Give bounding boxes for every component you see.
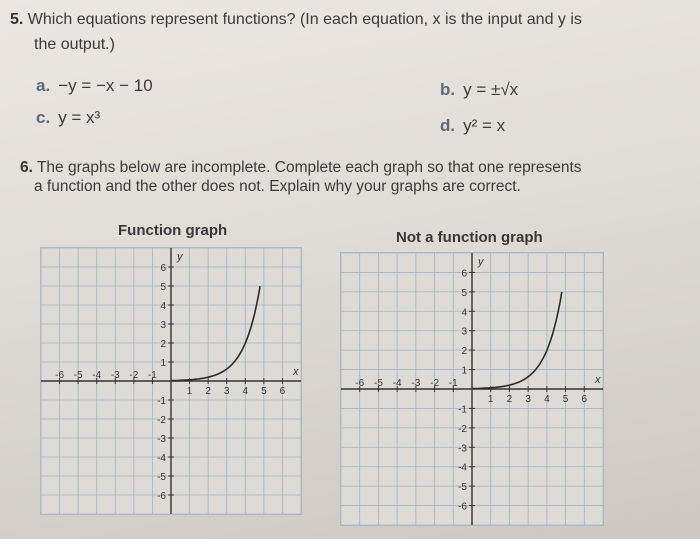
y-tick-label: -2 bbox=[458, 423, 467, 435]
option-b-equation: y = ±√x bbox=[463, 80, 519, 99]
x-tick-label: -3 bbox=[110, 370, 120, 381]
x-tick-label: 2 bbox=[205, 386, 211, 397]
question-6-text-cont: a function and the other does not. Explain why your graphs are correct. bbox=[34, 178, 521, 195]
y-tick-label: 3 bbox=[461, 326, 467, 338]
y-tick-label: 2 bbox=[461, 346, 467, 358]
y-tick-label: -3 bbox=[458, 443, 467, 455]
x-tick-label: -4 bbox=[392, 378, 402, 389]
x-tick-label: -1 bbox=[448, 378, 458, 389]
x-tick-label: 6 bbox=[279, 386, 286, 397]
x-tick-label: 4 bbox=[242, 386, 249, 397]
x-tick-label: -4 bbox=[92, 370, 102, 381]
question-6 bbox=[20, 158, 630, 196]
not-function-graph-grid bbox=[341, 253, 603, 525]
not-function-graph-title: Not a function graph bbox=[396, 229, 543, 246]
x-tick-label: 3 bbox=[223, 386, 230, 397]
function-graph-grid bbox=[41, 248, 301, 514]
option-a-equation: −y = −x − 10 bbox=[58, 76, 153, 95]
y-tick-label: -6 bbox=[458, 501, 467, 513]
y-tick-label: 6 bbox=[461, 268, 467, 280]
x-tick-label: -6 bbox=[355, 378, 365, 389]
x-tick-label: 2 bbox=[506, 394, 513, 405]
y-tick-label: -5 bbox=[458, 482, 467, 494]
x-tick-label: 4 bbox=[544, 394, 550, 405]
y-tick-label: 1 bbox=[160, 358, 166, 369]
function-graph-title: Function graph bbox=[118, 222, 228, 239]
y-tick-label: -2 bbox=[157, 415, 166, 426]
question-5 bbox=[10, 10, 670, 30]
x-tick-label: 6 bbox=[581, 394, 588, 405]
y-tick-label: 6 bbox=[160, 263, 166, 274]
option-d bbox=[440, 116, 505, 136]
x-tick-label: -6 bbox=[55, 370, 65, 381]
y-tick-label: 1 bbox=[461, 365, 467, 377]
y-tick-label: 5 bbox=[461, 287, 467, 299]
question-6-text: The graphs below are incomplete. Complete each graph so that one represents bbox=[36, 159, 582, 176]
function-graph bbox=[40, 247, 302, 515]
y-tick-label: -3 bbox=[157, 434, 166, 445]
question-5-text-cont: the output.) bbox=[34, 36, 115, 53]
y-axis-label: y bbox=[177, 251, 183, 263]
option-b bbox=[440, 80, 518, 100]
y-tick-label: -5 bbox=[157, 472, 166, 483]
x-tick-label: 1 bbox=[487, 394, 494, 405]
y-tick-label: -6 bbox=[157, 491, 166, 502]
partial-curve bbox=[171, 286, 260, 381]
y-tick-label: -4 bbox=[157, 453, 166, 464]
not-function-graph bbox=[340, 252, 604, 526]
y-tick-label: -4 bbox=[458, 462, 467, 474]
x-axis-label: x bbox=[595, 374, 601, 386]
partial-curve bbox=[472, 292, 562, 389]
y-tick-label: 2 bbox=[160, 339, 166, 350]
x-tick-label: 1 bbox=[186, 386, 193, 397]
x-tick-label: -5 bbox=[373, 378, 383, 389]
x-tick-label: -1 bbox=[147, 370, 157, 381]
question-5-text: Which equations represent functions? (In each equation, x is the input and y is bbox=[27, 11, 582, 28]
question-6-number: 6. bbox=[20, 159, 33, 176]
option-d-letter: d. bbox=[440, 116, 456, 135]
option-c-letter: c. bbox=[36, 108, 51, 127]
x-tick-label: 3 bbox=[525, 394, 531, 405]
y-tick-label: 4 bbox=[461, 307, 467, 319]
y-tick-label: 4 bbox=[160, 301, 166, 312]
x-tick-label: 5 bbox=[562, 394, 569, 405]
y-axis-label: y bbox=[478, 256, 484, 268]
option-c bbox=[36, 108, 100, 128]
option-b-letter: b. bbox=[440, 80, 456, 99]
y-tick-label: -1 bbox=[458, 404, 467, 416]
option-a-letter: a. bbox=[36, 76, 51, 95]
x-tick-label: -5 bbox=[73, 370, 83, 381]
question-5-number: 5. bbox=[10, 11, 24, 28]
x-tick-label: -3 bbox=[411, 378, 421, 389]
y-tick-label: 5 bbox=[160, 282, 166, 293]
option-d-equation: y² = x bbox=[463, 116, 506, 135]
y-tick-label: 3 bbox=[160, 320, 166, 331]
x-axis-label: x bbox=[293, 366, 299, 378]
x-tick-label: 5 bbox=[261, 386, 267, 397]
x-tick-label: -2 bbox=[129, 370, 139, 381]
x-tick-label: -2 bbox=[430, 378, 440, 389]
option-a bbox=[36, 76, 153, 96]
y-tick-label: -1 bbox=[157, 396, 166, 407]
option-c-equation: y = x³ bbox=[58, 108, 101, 127]
